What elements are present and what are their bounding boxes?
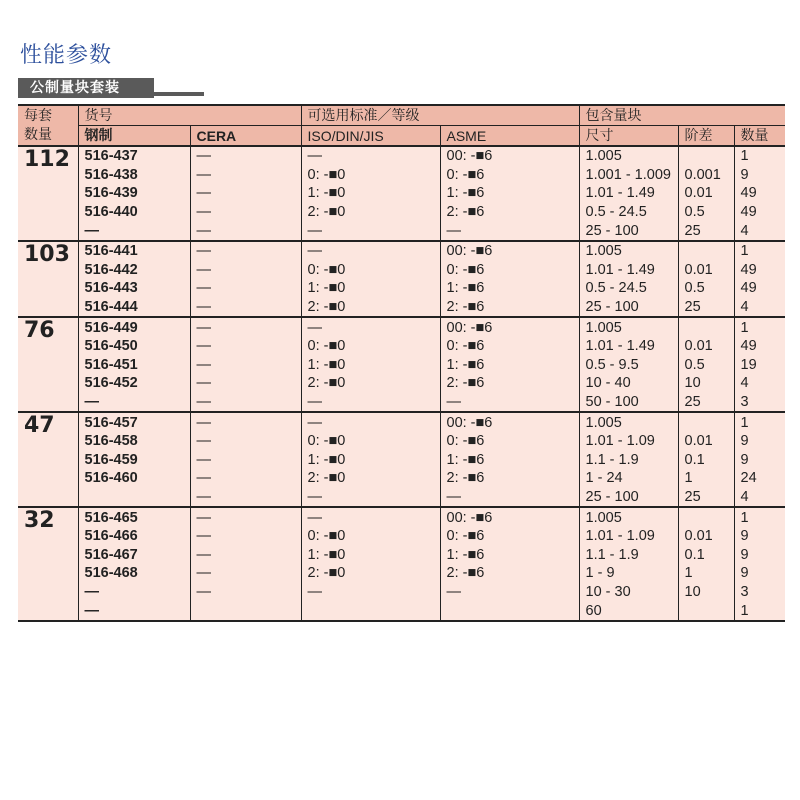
cell-asme: 2: -■6 bbox=[440, 469, 579, 488]
cell-cera: — bbox=[190, 146, 301, 166]
section-label: 公制量块套装 bbox=[18, 78, 154, 98]
cell-qty: 1 bbox=[734, 241, 785, 261]
header-step: 阶差 bbox=[678, 126, 734, 147]
cell-steel: 516-438 bbox=[78, 166, 190, 185]
cell-size: 1.01 - 1.49 bbox=[579, 184, 678, 203]
table-row bbox=[18, 451, 785, 470]
cell-iso: 1: -■0 bbox=[301, 545, 440, 564]
cell-size: 1.001 - 1.009 bbox=[579, 166, 678, 185]
cell-iso: — bbox=[301, 221, 440, 241]
section-rule bbox=[154, 92, 204, 96]
cell-qty: 3 bbox=[734, 393, 785, 413]
cell-step: 25 bbox=[678, 393, 734, 413]
table-row bbox=[18, 146, 785, 166]
cell-steel: — bbox=[78, 601, 190, 621]
table-row bbox=[18, 545, 785, 564]
cell-qty: 19 bbox=[734, 356, 785, 375]
cell-cera: — bbox=[190, 412, 301, 432]
cell-iso: 0: -■0 bbox=[301, 432, 440, 451]
cell-iso: 2: -■0 bbox=[301, 469, 440, 488]
cell-asme: 2: -■6 bbox=[440, 374, 579, 393]
cell-steel: 516-441 bbox=[78, 241, 190, 261]
cell-step: 0.01 bbox=[678, 432, 734, 451]
cell-cera: — bbox=[190, 356, 301, 375]
cell-iso: 1: -■0 bbox=[301, 356, 440, 375]
cell-asme: 0: -■6 bbox=[440, 432, 579, 451]
cell-asme: 00: -■6 bbox=[440, 146, 579, 166]
cell-qty: 9 bbox=[734, 545, 785, 564]
cell-size: 1.1 - 1.9 bbox=[579, 451, 678, 470]
cell-qty: 9 bbox=[734, 432, 785, 451]
header-steel: 钢制 bbox=[78, 126, 190, 147]
cell-iso: — bbox=[301, 412, 440, 432]
cell-cera: — bbox=[190, 451, 301, 470]
cell-step: 10 bbox=[678, 583, 734, 602]
cell-qty: 4 bbox=[734, 488, 785, 508]
cell-size: 1.005 bbox=[579, 412, 678, 432]
cell-steel: 516-458 bbox=[78, 432, 190, 451]
cell-steel: 516-450 bbox=[78, 337, 190, 356]
cell-iso: — bbox=[301, 241, 440, 261]
cell-qty: 3 bbox=[734, 583, 785, 602]
cell-cera: — bbox=[190, 374, 301, 393]
cell-asme: — bbox=[440, 583, 579, 602]
cell-step: 0.01 bbox=[678, 261, 734, 280]
cell-step: 0.1 bbox=[678, 451, 734, 470]
cell-steel: 516-459 bbox=[78, 451, 190, 470]
cell-steel: 516-460 bbox=[78, 469, 190, 488]
cell-step: 25 bbox=[678, 488, 734, 508]
cell-size: 10 - 40 bbox=[579, 374, 678, 393]
cell-asme: 2: -■6 bbox=[440, 564, 579, 583]
cell-qty: 1 bbox=[734, 601, 785, 621]
cell-step: 0.01 bbox=[678, 337, 734, 356]
cell-size: 60 bbox=[579, 601, 678, 621]
cell-iso: — bbox=[301, 393, 440, 413]
section-header bbox=[18, 78, 186, 98]
cell-size: 1 - 24 bbox=[579, 469, 678, 488]
cell-asme: 1: -■6 bbox=[440, 356, 579, 375]
cell-size: 1.005 bbox=[579, 507, 678, 527]
header-included-blocks: 包含量块 bbox=[579, 105, 785, 126]
cell-size: 50 - 100 bbox=[579, 393, 678, 413]
cell-qty: 9 bbox=[734, 527, 785, 546]
cell-steel: 516-457 bbox=[78, 412, 190, 432]
cell-steel: 516-442 bbox=[78, 261, 190, 280]
cell-iso: — bbox=[301, 507, 440, 527]
cell-cera: — bbox=[190, 469, 301, 488]
cell-step: 25 bbox=[678, 221, 734, 241]
header-qty: 数量 bbox=[734, 126, 785, 147]
cell-asme: 0: -■6 bbox=[440, 337, 579, 356]
cell-asme: — bbox=[440, 488, 579, 508]
cell-cera: — bbox=[190, 184, 301, 203]
cell-step: 0.5 bbox=[678, 203, 734, 222]
cell-cera: — bbox=[190, 527, 301, 546]
table-row bbox=[18, 166, 785, 185]
cell-step bbox=[678, 601, 734, 621]
cell-qty: 4 bbox=[734, 374, 785, 393]
cell-asme: 0: -■6 bbox=[440, 261, 579, 280]
cell-size: 10 - 30 bbox=[579, 583, 678, 602]
cell-iso: — bbox=[301, 488, 440, 508]
cell-size: 1.01 - 1.09 bbox=[579, 432, 678, 451]
cell-asme: 00: -■6 bbox=[440, 317, 579, 337]
cell-asme: 00: -■6 bbox=[440, 507, 579, 527]
table-row bbox=[18, 412, 785, 432]
cell-steel: 516-452 bbox=[78, 374, 190, 393]
table-header bbox=[18, 105, 785, 146]
cell-asme: 0: -■6 bbox=[440, 166, 579, 185]
table-row bbox=[18, 279, 785, 298]
cell-step: 1 bbox=[678, 469, 734, 488]
cell-asme: — bbox=[440, 393, 579, 413]
cell-qty: 4 bbox=[734, 221, 785, 241]
cell-size: 1.01 - 1.49 bbox=[579, 261, 678, 280]
cell-asme: 1: -■6 bbox=[440, 184, 579, 203]
cell-step: 0.5 bbox=[678, 279, 734, 298]
cell-iso: 1: -■0 bbox=[301, 279, 440, 298]
cell-steel: 516-449 bbox=[78, 317, 190, 337]
cell-cera: — bbox=[190, 432, 301, 451]
table-row bbox=[18, 374, 785, 393]
cell-set-count: 76 bbox=[18, 317, 78, 412]
cell-step bbox=[678, 412, 734, 432]
cell-steel bbox=[78, 488, 190, 508]
table-row bbox=[18, 261, 785, 280]
cell-iso: — bbox=[301, 583, 440, 602]
cell-qty: 1 bbox=[734, 146, 785, 166]
cell-steel: 516-468 bbox=[78, 564, 190, 583]
cell-iso: 1: -■0 bbox=[301, 451, 440, 470]
header-set-count-1: 每套 bbox=[18, 105, 78, 126]
cell-qty: 49 bbox=[734, 203, 785, 222]
table-row bbox=[18, 507, 785, 527]
cell-qty: 4 bbox=[734, 298, 785, 318]
header-standard-grade: 可选用标准／等级 bbox=[301, 105, 579, 126]
cell-size: 1.01 - 1.49 bbox=[579, 337, 678, 356]
cell-step: 0.01 bbox=[678, 527, 734, 546]
table-row bbox=[18, 527, 785, 546]
cell-steel: 516-467 bbox=[78, 545, 190, 564]
cell-set-count: 47 bbox=[18, 412, 78, 507]
cell-asme bbox=[440, 601, 579, 621]
cell-step: 0.001 bbox=[678, 166, 734, 185]
cell-qty: 9 bbox=[734, 451, 785, 470]
cell-asme: 1: -■6 bbox=[440, 545, 579, 564]
cell-qty: 49 bbox=[734, 184, 785, 203]
cell-steel: 516-437 bbox=[78, 146, 190, 166]
cell-cera: — bbox=[190, 337, 301, 356]
table-row bbox=[18, 184, 785, 203]
header-part-no: 货号 bbox=[78, 105, 301, 126]
cell-iso: 0: -■0 bbox=[301, 527, 440, 546]
table-row bbox=[18, 298, 785, 318]
cell-step: 0.5 bbox=[678, 356, 734, 375]
table-row bbox=[18, 583, 785, 602]
cell-asme: 00: -■6 bbox=[440, 412, 579, 432]
cell-cera: — bbox=[190, 507, 301, 527]
cell-size: 25 - 100 bbox=[579, 298, 678, 318]
cell-iso: 2: -■0 bbox=[301, 374, 440, 393]
cell-steel: — bbox=[78, 393, 190, 413]
header-iso: ISO/DIN/JIS bbox=[301, 126, 440, 147]
cell-qty: 49 bbox=[734, 279, 785, 298]
table-row bbox=[18, 337, 785, 356]
cell-step: 0.01 bbox=[678, 184, 734, 203]
table-row bbox=[18, 601, 785, 621]
cell-qty: 24 bbox=[734, 469, 785, 488]
cell-steel: 516-466 bbox=[78, 527, 190, 546]
cell-cera bbox=[190, 601, 301, 621]
cell-step bbox=[678, 317, 734, 337]
cell-cera: — bbox=[190, 488, 301, 508]
header-cera: CERA bbox=[190, 126, 301, 147]
cell-cera: — bbox=[190, 545, 301, 564]
cell-qty: 9 bbox=[734, 564, 785, 583]
cell-cera: — bbox=[190, 166, 301, 185]
cell-cera: — bbox=[190, 564, 301, 583]
cell-iso bbox=[301, 601, 440, 621]
gauge-block-spec-table bbox=[18, 104, 785, 622]
cell-size: 1.005 bbox=[579, 317, 678, 337]
cell-set-count: 112 bbox=[18, 146, 78, 241]
table-row bbox=[18, 203, 785, 222]
table-row bbox=[18, 488, 785, 508]
cell-size: 1.1 - 1.9 bbox=[579, 545, 678, 564]
cell-set-count: 32 bbox=[18, 507, 78, 621]
cell-iso: 2: -■0 bbox=[301, 564, 440, 583]
cell-asme: 2: -■6 bbox=[440, 298, 579, 318]
cell-iso: 1: -■0 bbox=[301, 184, 440, 203]
cell-steel: 516-443 bbox=[78, 279, 190, 298]
cell-cera: — bbox=[190, 317, 301, 337]
cell-size: 1.005 bbox=[579, 146, 678, 166]
cell-steel: 516-444 bbox=[78, 298, 190, 318]
cell-step bbox=[678, 146, 734, 166]
header-set-count-2: 数量 bbox=[18, 126, 78, 147]
cell-size: 1.005 bbox=[579, 241, 678, 261]
cell-asme: 0: -■6 bbox=[440, 527, 579, 546]
cell-steel: — bbox=[78, 221, 190, 241]
table-row bbox=[18, 356, 785, 375]
cell-steel: 516-439 bbox=[78, 184, 190, 203]
cell-asme: 00: -■6 bbox=[440, 241, 579, 261]
table-row bbox=[18, 221, 785, 241]
cell-size: 1.01 - 1.09 bbox=[579, 527, 678, 546]
table-row bbox=[18, 241, 785, 261]
page-title: 性能参数 bbox=[20, 43, 113, 68]
header-asme: ASME bbox=[440, 126, 579, 147]
cell-qty: 1 bbox=[734, 412, 785, 432]
cell-steel: 516-440 bbox=[78, 203, 190, 222]
cell-qty: 49 bbox=[734, 337, 785, 356]
header-size: 尺寸 bbox=[579, 126, 678, 147]
cell-size: 0.5 - 24.5 bbox=[579, 279, 678, 298]
cell-cera: — bbox=[190, 393, 301, 413]
cell-cera: — bbox=[190, 221, 301, 241]
cell-size: 0.5 - 24.5 bbox=[579, 203, 678, 222]
table-row bbox=[18, 432, 785, 451]
cell-qty: 1 bbox=[734, 317, 785, 337]
cell-size: 25 - 100 bbox=[579, 488, 678, 508]
table-row bbox=[18, 393, 785, 413]
cell-qty: 49 bbox=[734, 261, 785, 280]
cell-iso: 0: -■0 bbox=[301, 261, 440, 280]
cell-set-count: 103 bbox=[18, 241, 78, 317]
cell-step: 10 bbox=[678, 374, 734, 393]
table-row bbox=[18, 469, 785, 488]
cell-steel: 516-451 bbox=[78, 356, 190, 375]
table-body bbox=[18, 146, 785, 621]
cell-size: 25 - 100 bbox=[579, 221, 678, 241]
cell-step bbox=[678, 241, 734, 261]
cell-iso: 2: -■0 bbox=[301, 203, 440, 222]
cell-asme: 2: -■6 bbox=[440, 203, 579, 222]
table-row bbox=[18, 564, 785, 583]
cell-iso: 0: -■0 bbox=[301, 166, 440, 185]
cell-asme: — bbox=[440, 221, 579, 241]
cell-iso: 2: -■0 bbox=[301, 298, 440, 318]
cell-step: 0.1 bbox=[678, 545, 734, 564]
cell-step bbox=[678, 507, 734, 527]
cell-cera: — bbox=[190, 583, 301, 602]
cell-qty: 9 bbox=[734, 166, 785, 185]
cell-cera: — bbox=[190, 261, 301, 280]
cell-iso: — bbox=[301, 317, 440, 337]
cell-cera: — bbox=[190, 203, 301, 222]
cell-cera: — bbox=[190, 279, 301, 298]
cell-cera: — bbox=[190, 298, 301, 318]
cell-iso: 0: -■0 bbox=[301, 337, 440, 356]
cell-cera: — bbox=[190, 241, 301, 261]
table-row bbox=[18, 317, 785, 337]
cell-steel: 516-465 bbox=[78, 507, 190, 527]
cell-size: 0.5 - 9.5 bbox=[579, 356, 678, 375]
cell-size: 1 - 9 bbox=[579, 564, 678, 583]
cell-asme: 1: -■6 bbox=[440, 451, 579, 470]
cell-step: 1 bbox=[678, 564, 734, 583]
cell-step: 25 bbox=[678, 298, 734, 318]
cell-qty: 1 bbox=[734, 507, 785, 527]
cell-steel: — bbox=[78, 583, 190, 602]
cell-asme: 1: -■6 bbox=[440, 279, 579, 298]
cell-iso: — bbox=[301, 146, 440, 166]
